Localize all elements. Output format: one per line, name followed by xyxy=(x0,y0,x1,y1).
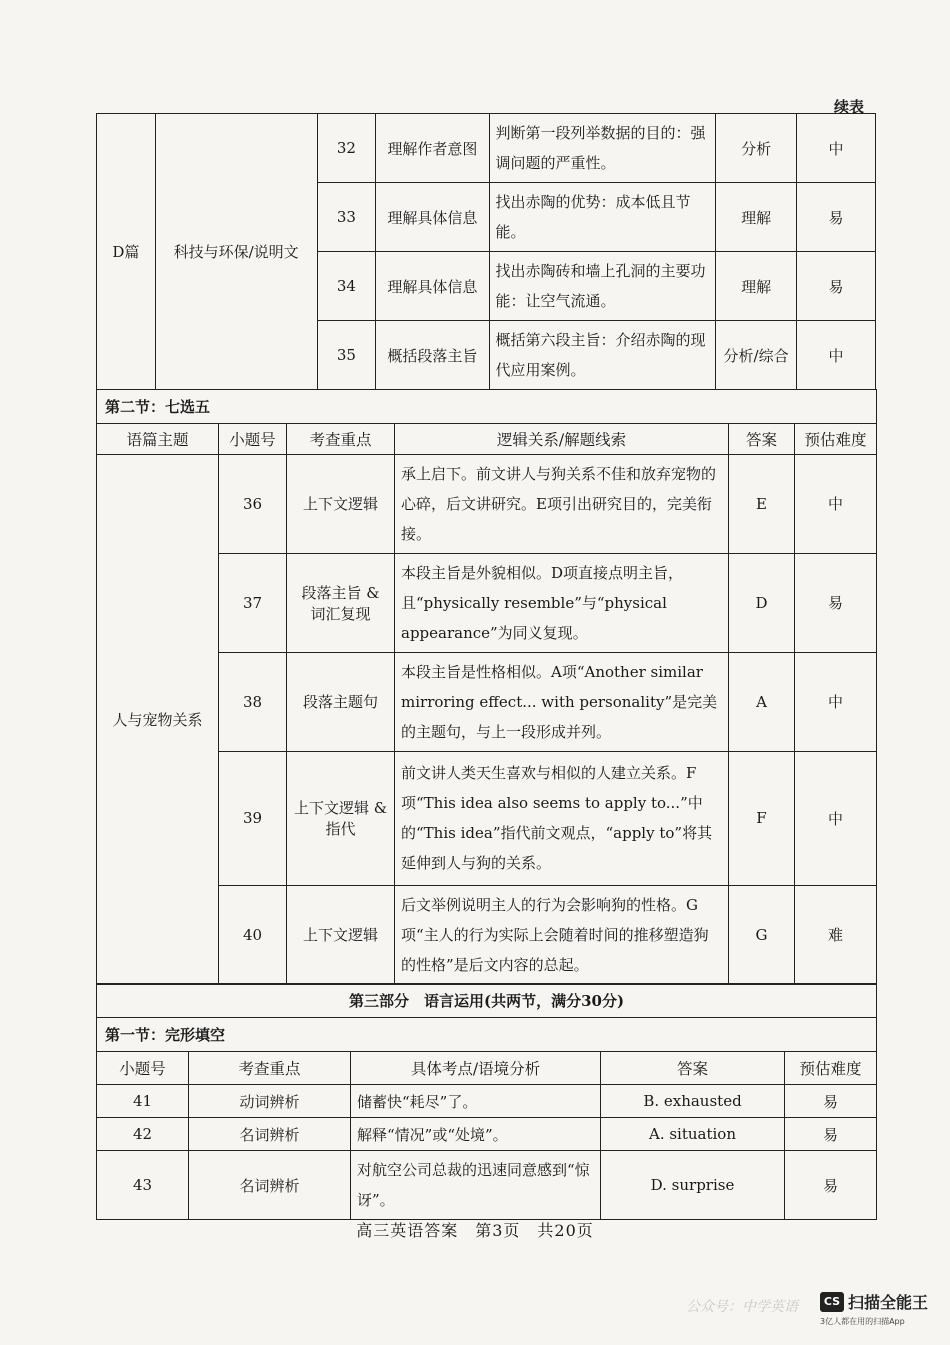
scanner-name: 扫描全能王 xyxy=(848,1293,929,1312)
column-header: 小题号 xyxy=(97,1052,189,1085)
passage-topic: 人与宠物关系 xyxy=(97,454,219,984)
clue-cell: 后文举例说明主人的行为会影响狗的性格。G项“主人的行为实际上会随着时间的推移塑造狗的性格”是后文内容的总起。 xyxy=(395,885,729,984)
difficulty-cell: 易 xyxy=(785,1151,877,1220)
column-header: 具体考点/语境分析 xyxy=(351,1052,601,1085)
column-header: 答案 xyxy=(601,1052,785,1085)
answer-cell: D xyxy=(729,553,795,652)
part-d-topic: 科技与环保/说明文 xyxy=(155,114,317,390)
cloze-section-title: 第一节：完形填空 xyxy=(97,1018,877,1052)
answer-sheet xyxy=(96,113,876,1220)
question-number: 43 xyxy=(97,1151,189,1220)
focus-cell: 段落主题句 xyxy=(287,652,395,751)
analysis-cell: 储蓄快“耗尽”了。 xyxy=(351,1085,601,1118)
difficulty-cell: 中 xyxy=(795,454,877,553)
difficulty-cell: 中 xyxy=(797,114,876,183)
analysis-cell: 对航空公司总裁的迅速同意感到“惊讶”。 xyxy=(351,1151,601,1220)
difficulty-cell: 易 xyxy=(797,183,876,252)
difficulty-cell: 中 xyxy=(797,321,876,390)
level-cell: 分析 xyxy=(716,114,797,183)
focus-cell: 名词辨析 xyxy=(189,1118,351,1151)
question-number: 32 xyxy=(317,114,376,183)
watermark: 公众号：中学英语 xyxy=(686,1299,798,1315)
continued-label: 续表 xyxy=(833,98,864,116)
question-number: 37 xyxy=(219,553,287,652)
focus-cell: 上下文逻辑 xyxy=(287,454,395,553)
page-footer: 高三英语答案 第3页 共20页 xyxy=(356,1221,594,1240)
answer-cell: G xyxy=(729,885,795,984)
focus-cell: 概括段落主旨 xyxy=(376,321,489,390)
clue-cell: 本段主旨是外貌相似。D项直接点明主旨，且“physically resemble”与“physical appearance”为同义复现。 xyxy=(395,553,729,652)
clue-cell: 承上启下。前文讲人与狗关系不佳和放弃宠物的心碎，后文讲研究。E项引出研究目的，完美衔接。 xyxy=(395,454,729,553)
column-header: 语篇主题 xyxy=(97,423,219,454)
question-number: 40 xyxy=(219,885,287,984)
analysis-cell: 解释“情况”或“处境”。 xyxy=(351,1118,601,1151)
analysis-cell: 找出赤陶砖和墙上孔洞的主要功能：让空气流通。 xyxy=(489,252,716,321)
focus-cell: 上下文逻辑 & 指代 xyxy=(287,751,395,885)
analysis-cell: 概括第六段主旨：介绍赤陶的现代应用案例。 xyxy=(489,321,716,390)
clue-cell: 本段主旨是性格相似。A项“Another similar mirroring effect... with personality”是完美的主题句，与上一段形成并列。 xyxy=(395,652,729,751)
level-cell: 理解 xyxy=(716,252,797,321)
focus-cell: 名词辨析 xyxy=(189,1151,351,1220)
scanner-badge xyxy=(820,1290,928,1313)
column-header: 预估难度 xyxy=(785,1052,877,1085)
answer-cell: A. situation xyxy=(601,1118,785,1151)
question-number: 36 xyxy=(219,454,287,553)
column-header: 考查重点 xyxy=(287,423,395,454)
answer-cell: A xyxy=(729,652,795,751)
section-2-title: 第二节：七选五 xyxy=(97,389,877,423)
question-number: 38 xyxy=(219,652,287,751)
part-d-label: D篇 xyxy=(97,114,156,390)
part-3-table xyxy=(96,983,877,1220)
focus-cell: 上下文逻辑 xyxy=(287,885,395,984)
question-number: 42 xyxy=(97,1118,189,1151)
difficulty-cell: 中 xyxy=(795,751,877,885)
question-number: 33 xyxy=(317,183,376,252)
part-d-table xyxy=(96,113,876,390)
level-cell: 分析/综合 xyxy=(716,321,797,390)
camscanner-logo-icon: CS xyxy=(820,1292,844,1312)
analysis-cell: 找出赤陶的优势：成本低且节能。 xyxy=(489,183,716,252)
difficulty-cell: 易 xyxy=(785,1085,877,1118)
focus-cell: 理解作者意图 xyxy=(376,114,489,183)
difficulty-cell: 中 xyxy=(795,652,877,751)
answer-cell: B. exhausted xyxy=(601,1085,785,1118)
answer-cell: E xyxy=(729,454,795,553)
section-2-table xyxy=(96,389,877,985)
level-cell: 理解 xyxy=(716,183,797,252)
column-header: 小题号 xyxy=(219,423,287,454)
focus-cell: 动词辨析 xyxy=(189,1085,351,1118)
question-number: 34 xyxy=(317,252,376,321)
question-number: 35 xyxy=(317,321,376,390)
focus-cell: 理解具体信息 xyxy=(376,183,489,252)
difficulty-cell: 易 xyxy=(785,1118,877,1151)
answer-cell: D. surprise xyxy=(601,1151,785,1220)
focus-cell: 段落主旨 & 词汇复现 xyxy=(287,553,395,652)
column-header: 答案 xyxy=(729,423,795,454)
scanner-tagline: 3亿人都在用的扫描App xyxy=(820,1317,905,1326)
analysis-cell: 判断第一段列举数据的目的：强调问题的严重性。 xyxy=(489,114,716,183)
answer-cell: F xyxy=(729,751,795,885)
question-number: 41 xyxy=(97,1085,189,1118)
focus-cell: 理解具体信息 xyxy=(376,252,489,321)
column-header: 逻辑关系/解题线索 xyxy=(395,423,729,454)
difficulty-cell: 易 xyxy=(797,252,876,321)
clue-cell: 前文讲人类天生喜欢与相似的人建立关系。F项“This idea also seems to apply to...”中的“This idea”指代前文观点，“apply to”将其延伸到人与狗的关系。 xyxy=(395,751,729,885)
column-header: 考查重点 xyxy=(189,1052,351,1085)
difficulty-cell: 难 xyxy=(795,885,877,984)
question-number: 39 xyxy=(219,751,287,885)
difficulty-cell: 易 xyxy=(795,553,877,652)
column-header: 预估难度 xyxy=(795,423,877,454)
part-3-title: 第三部分 语言运用(共两节，满分30分) xyxy=(97,984,877,1018)
